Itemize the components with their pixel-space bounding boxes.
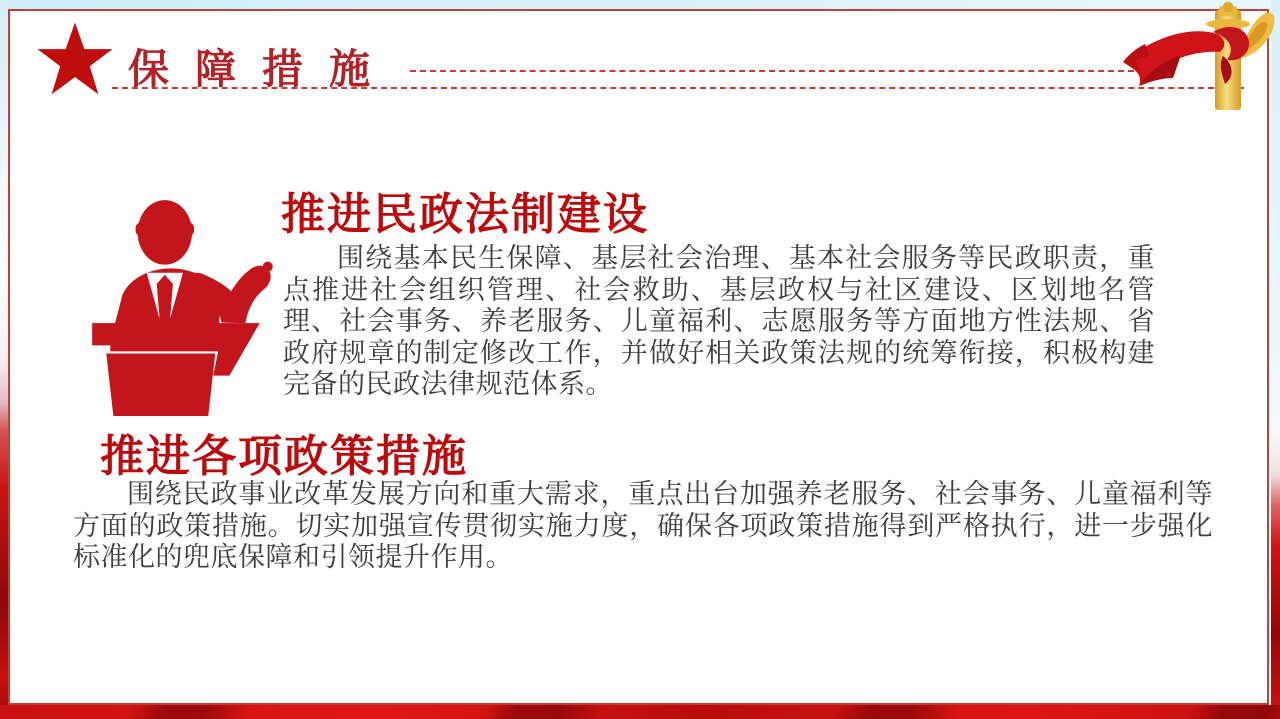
header-dashed-line-upper (410, 70, 1134, 72)
background-bottom-red-ribbon (0, 705, 1280, 719)
section-1-title: 推进民政法制建设 (281, 190, 649, 239)
section-2-title: 推进各项政策措施 (100, 432, 468, 481)
section-2-body: 围绕民政事业改革发展方向和重大需求，重点出台加强养老服务、社会事务、儿童福利等方面的政策措施。切实加强宣传贯彻实施力度，确保各项政策措施得到严格执行，进一步强化标准化的兜底保障和引领提升作用。 (73, 479, 1213, 572)
speaker-podium-icon (92, 192, 279, 416)
header-dashed-line-lower (112, 87, 1244, 89)
section-1-body: 围绕基本民生保障、基层社会治理、基本社会服务等民政职责，重点推进社会组织管理、社会救助、基层政权与社区建设、区划地名管理、社会事务、养老服务、儿童福利、志愿服务等方面地方性法规、省政府规章的制定修改工作，并做好相关政策法规的统筹衔接，积极构建完备的民政法律规范体系。 (283, 243, 1155, 399)
page-title: 保障措施 (128, 46, 396, 92)
huabiao-column-icon (1115, 0, 1275, 112)
red-star-icon (36, 21, 114, 99)
